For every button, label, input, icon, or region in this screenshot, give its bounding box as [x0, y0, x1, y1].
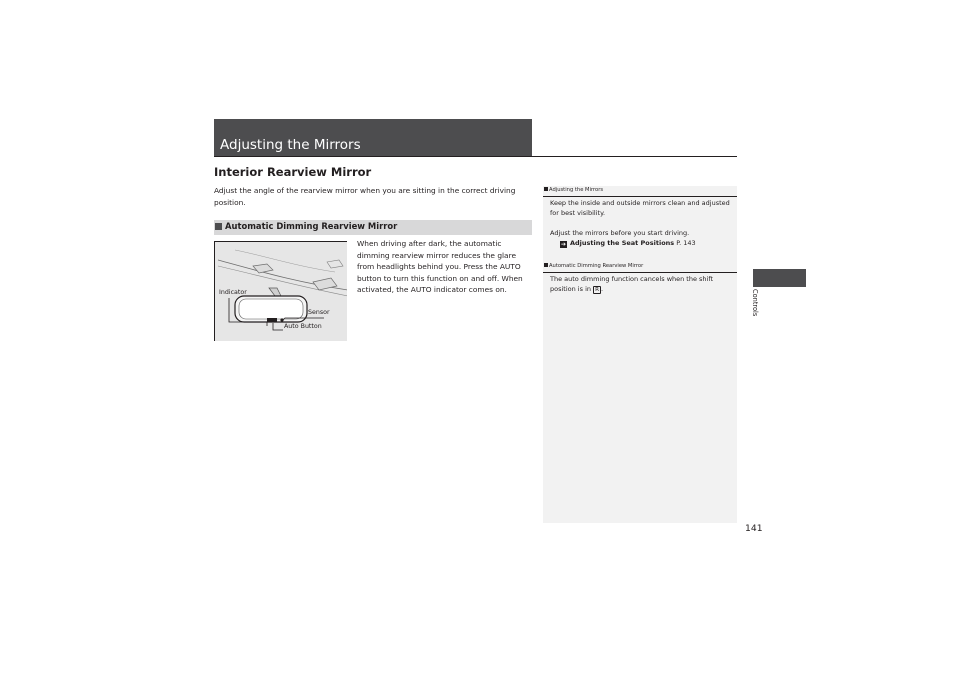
- auto-button-label: Auto Button: [284, 323, 322, 330]
- reverse-key-icon: R: [595, 287, 599, 294]
- xref-label[interactable]: Adjusting the Seat Positions: [570, 239, 675, 247]
- page-title: Adjusting the Mirrors: [220, 137, 361, 153]
- note2-heading-text: Automatic Dimming Rearview Mirror: [549, 263, 644, 269]
- note2-heading: [544, 263, 643, 269]
- chapter-tab-label: [749, 289, 769, 325]
- note2-text: [550, 274, 730, 294]
- intro-paragraph: Adjust the angle of the rearview mirror when you are sitting in the correct driving position.: [214, 186, 516, 207]
- note2-text-main: The auto dimming function cancels when the shift position is in: [550, 275, 714, 294]
- note1-heading: [544, 187, 603, 193]
- body-paragraph: When driving after dark, the automatic dimming rearview mirror reduces the glare from headlights behind you. Press the AUTO button to turn this function on and off. When activated, the AUTO indicator comes on.: [357, 239, 523, 295]
- note2-text-end: .: [600, 285, 604, 294]
- xref-arrow-icon: ➔: [560, 241, 567, 248]
- mirror-illustration: [214, 241, 347, 341]
- note1-text1: Keep the inside and outside mirrors clean and adjusted for best visibility.: [550, 199, 730, 218]
- notes-sidebar: [543, 186, 737, 523]
- title-rule: [214, 156, 737, 157]
- note-marker-icon: [544, 187, 548, 191]
- subsection-marker-icon: [215, 223, 222, 230]
- note1-heading-text: Adjusting the Mirrors: [549, 187, 604, 193]
- indicator-label: Indicator: [219, 289, 247, 296]
- chapter-tab: [753, 269, 806, 287]
- note2-rule: [543, 272, 737, 273]
- note-marker-icon: [544, 263, 548, 267]
- subsection-heading: Automatic Dimming Rearview Mirror: [225, 221, 398, 231]
- page-number: 141: [745, 523, 763, 534]
- section-heading: Interior Rearview Mirror: [214, 165, 372, 179]
- xref-page: P. 143: [676, 239, 696, 247]
- sensor-label: Sensor: [308, 309, 330, 316]
- note1-text2: Adjust the mirrors before you start driving.: [550, 229, 690, 237]
- note1-rule: [543, 196, 737, 197]
- note1-xref[interactable]: [560, 238, 730, 248]
- chapter-tab-text: Controls: [751, 289, 759, 317]
